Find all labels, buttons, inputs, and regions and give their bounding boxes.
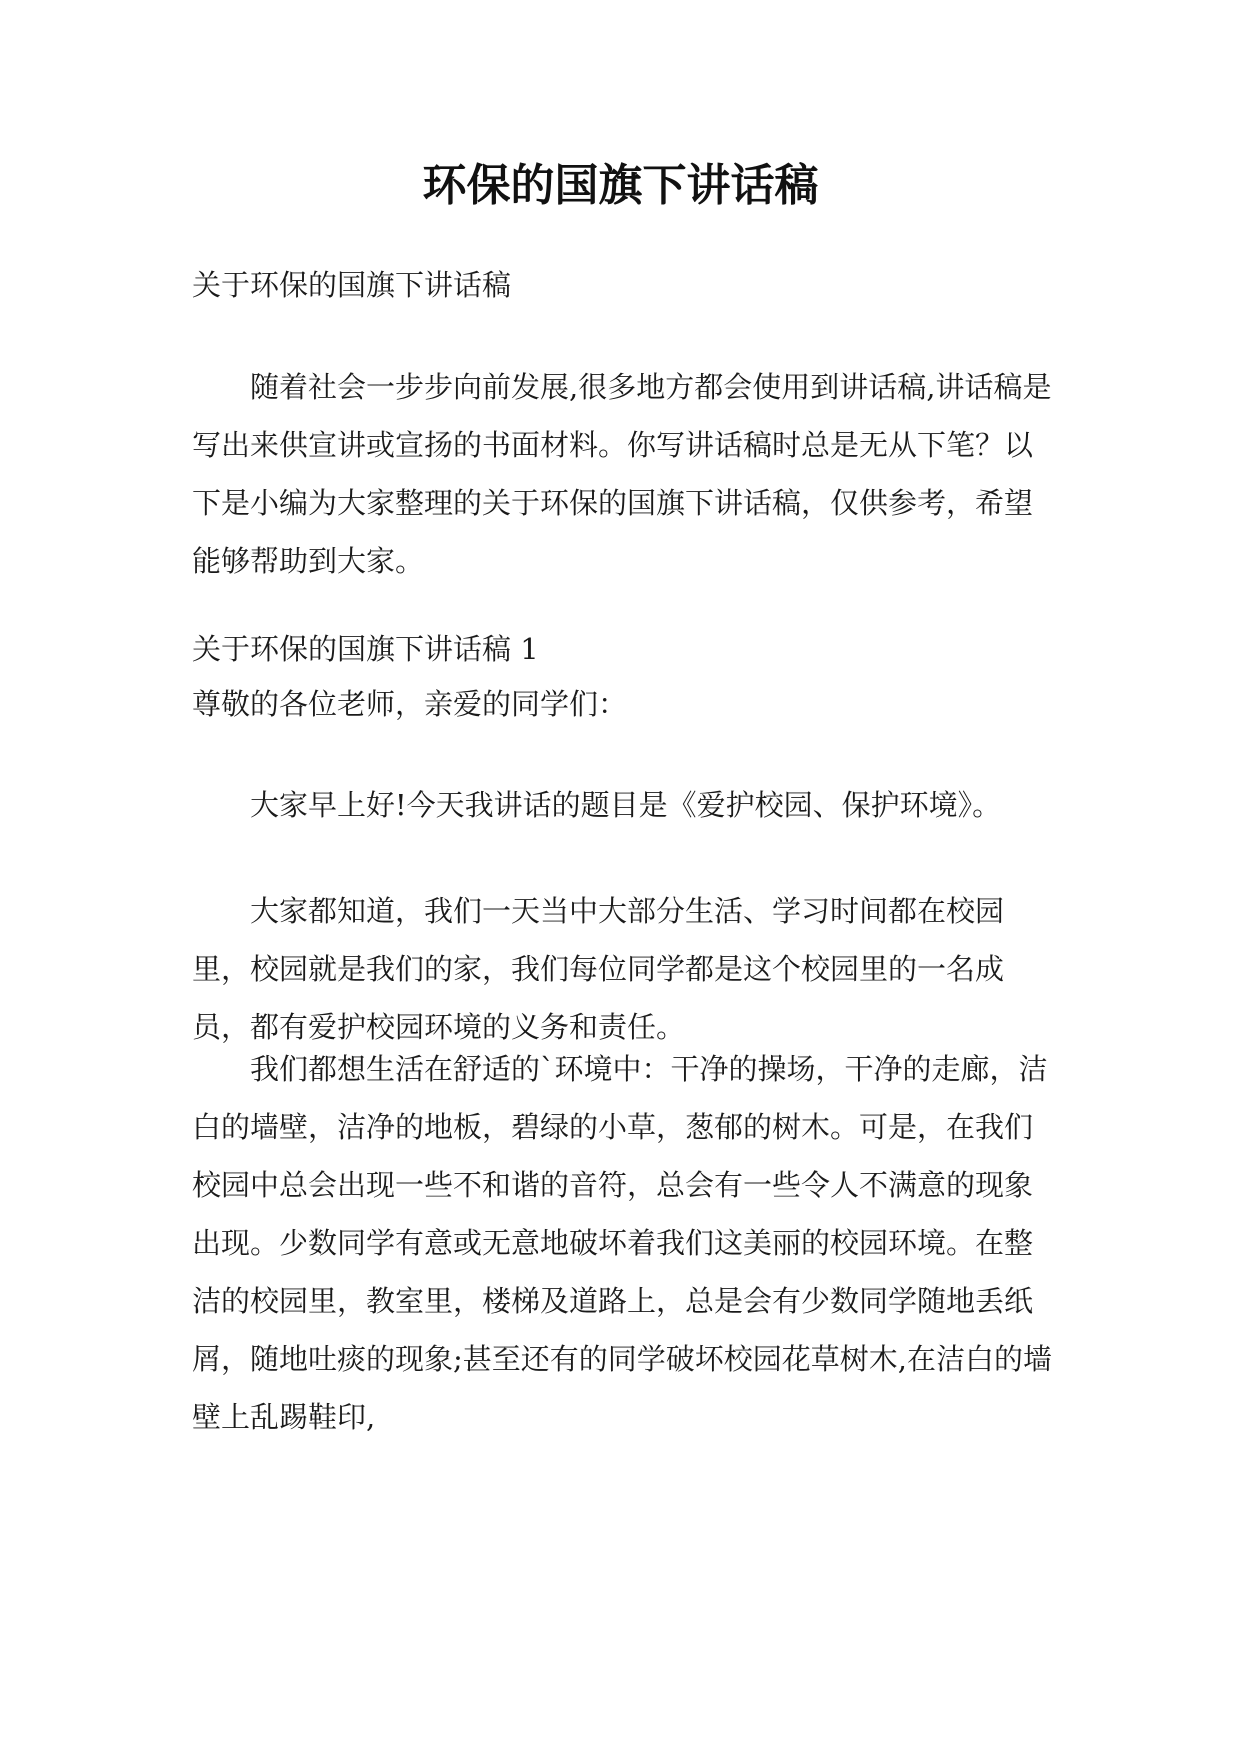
paragraph-greeting: 大家早上好!今天我讲话的题目是《爱护校园、保护环境》。 — [250, 788, 1002, 822]
section-heading: 关于环保的国旗下讲话稿 1 — [192, 632, 539, 666]
intro-paragraph: 随着社会一步步向前发展,很多地方都会使用到讲话稿,讲话稿是写出来供宣讲或宣扬的书面材料。你写讲话稿时总是无从下笔？以下是小编为大家整理的关于环保的国旗下讲话稿，仅供参考，希望能够帮助到大家。 — [192, 370, 1052, 578]
paragraph-environment: 我们都想生活在舒适的`环境中：干净的操场，干净的走廊，洁白的墙壁，洁净的地板，碧绿的小草，葱郁的树木。可是，在我们校园中总会出现一些不和谐的音符，总会有一些令人不满意的现象出现。少数同学有意或无意地破坏着我们这美丽的校园环境。在整洁的校园里，教室里，楼梯及道路上，总是会有少数同学随地丢纸屑，随地吐痰的现象;甚至还有的同学破坏校园花草树木,在洁白的墙壁上乱踢鞋印, — [192, 1052, 1052, 1434]
salutation: 尊敬的各位老师，亲爱的同学们： — [192, 687, 628, 721]
document-title: 环保的国旗下讲话稿 — [422, 160, 819, 211]
paragraph-campus-home: 大家都知道，我们一天当中大部分生活、学习时间都在校园里，校园就是我们的家，我们每位同学都是这个校园里的一名成员，都有爱护校园环境的义务和责任。 — [192, 894, 1005, 1044]
subtitle-line: 关于环保的国旗下讲话稿 — [192, 268, 512, 302]
